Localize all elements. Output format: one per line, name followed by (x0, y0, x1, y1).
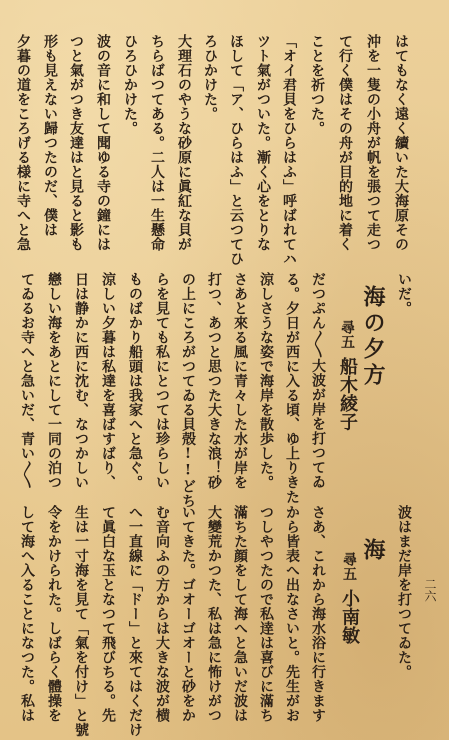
text-line: ツト氣がついた。漸く心をとりな (255, 34, 271, 252)
text-line: む音向ふの方からは大きな波が横 (154, 505, 170, 723)
text-line: から皆表へ出なさいと。先生がお (284, 505, 300, 723)
text-line: ちらばつてある。二人は一生懸命 (149, 34, 165, 252)
poem-title: 海の夕方 (360, 285, 386, 389)
text-line: る。夕日が西に入る頃、ゆ上りきた (284, 272, 300, 504)
author-grade: 尋五 (339, 320, 355, 349)
author-name: 小南敏 (339, 589, 360, 645)
text-line: ものばかり船頭は我家へと急ぐ。 (127, 272, 143, 490)
poem-author (340, 552, 358, 645)
text-line: て行く僕はその舟が目的地に着く (337, 34, 353, 252)
text-line: ひろひかけた。 (122, 34, 138, 136)
text-line: 沖を一隻の小舟が帆を張つて走つ (365, 34, 381, 252)
text-line: ことを祈つた。 (309, 34, 325, 136)
text-line: 形も見えない歸つたのだ、僕は (42, 34, 58, 237)
text-line: さあと來る風に青々した水が岸を (232, 272, 248, 490)
text-line: 令をかけられた。しばらく體操を (46, 505, 62, 723)
text-line: いてきた。ゴオーゴオーと砂をか (180, 505, 196, 723)
text-line: 「オイ君貝をひらはふ」呼ばれてハ (281, 34, 297, 266)
text-line: つと氣がつき友達はと見ると影も (68, 34, 84, 252)
text-line: てゐるお寺へと急いだ、青い〳〵 (19, 272, 35, 489)
text-line: の上にころがつてゐる貝殻!!どち (180, 272, 196, 508)
text-line: 打つ、あつと思つた大きな浪！砂 (206, 272, 222, 490)
text-line: て眞白な玉となつて飛びちる。先 (100, 505, 116, 723)
poem-author (338, 320, 356, 431)
text-line: 涼しい夕暮は私達を喜ばすばり、 (100, 272, 116, 490)
text-line: 大理石のやうな砂原に眞紅な貝が (176, 34, 192, 252)
author-name: 船木綾子 (337, 357, 358, 431)
text-line: さあ、これから海水浴に行きます (310, 505, 326, 723)
text-line: らを見ても私にとつては珍らしい (154, 272, 170, 490)
text-line: いだ。 (396, 272, 412, 316)
text-line: 波の音に和して聞ゆる寺の鐘には (95, 34, 111, 252)
text-line: ろひかけた。 (202, 34, 218, 121)
text-line: 滿ちた顔をして海へと急いだ波は (232, 505, 248, 723)
author-grade: 尋五 (341, 552, 357, 581)
text-line: 日は静かに西に沈む、なつかしい (73, 272, 89, 490)
text-line: だつぷん〳〵大波が岸を打つてゐ (310, 272, 326, 489)
text-line: して海へ入ることになつた。私は (19, 505, 35, 723)
text-line: 戀しい海をあとにして一同の泊つ (46, 272, 62, 490)
text-line: 涼しさうな姿で海岸を散歩した。 (258, 272, 274, 490)
text-line: 大變荒かつた、私は急に怖けがつ (206, 505, 222, 723)
poem-title: 海 (360, 538, 386, 564)
text-line: 波はまだ岸を打つてゐた。 (396, 505, 412, 679)
text-line: 生は一寸海を見て「氣を付け」と號 (73, 505, 89, 737)
text-line: へ一直線に「ドー」と來てはくだけ (127, 505, 143, 737)
text-line: はてもなく遠く續いた大海原その (393, 34, 409, 252)
page-number: 二六 (423, 578, 437, 602)
text-line: つしやつたので私逹は喜びに滿ち (258, 505, 274, 723)
text-line: ほして「ア、ひらはふ」と云つてひ (228, 34, 244, 266)
text-line: 夕暮の道をころげる様に寺へと急 (15, 34, 31, 252)
